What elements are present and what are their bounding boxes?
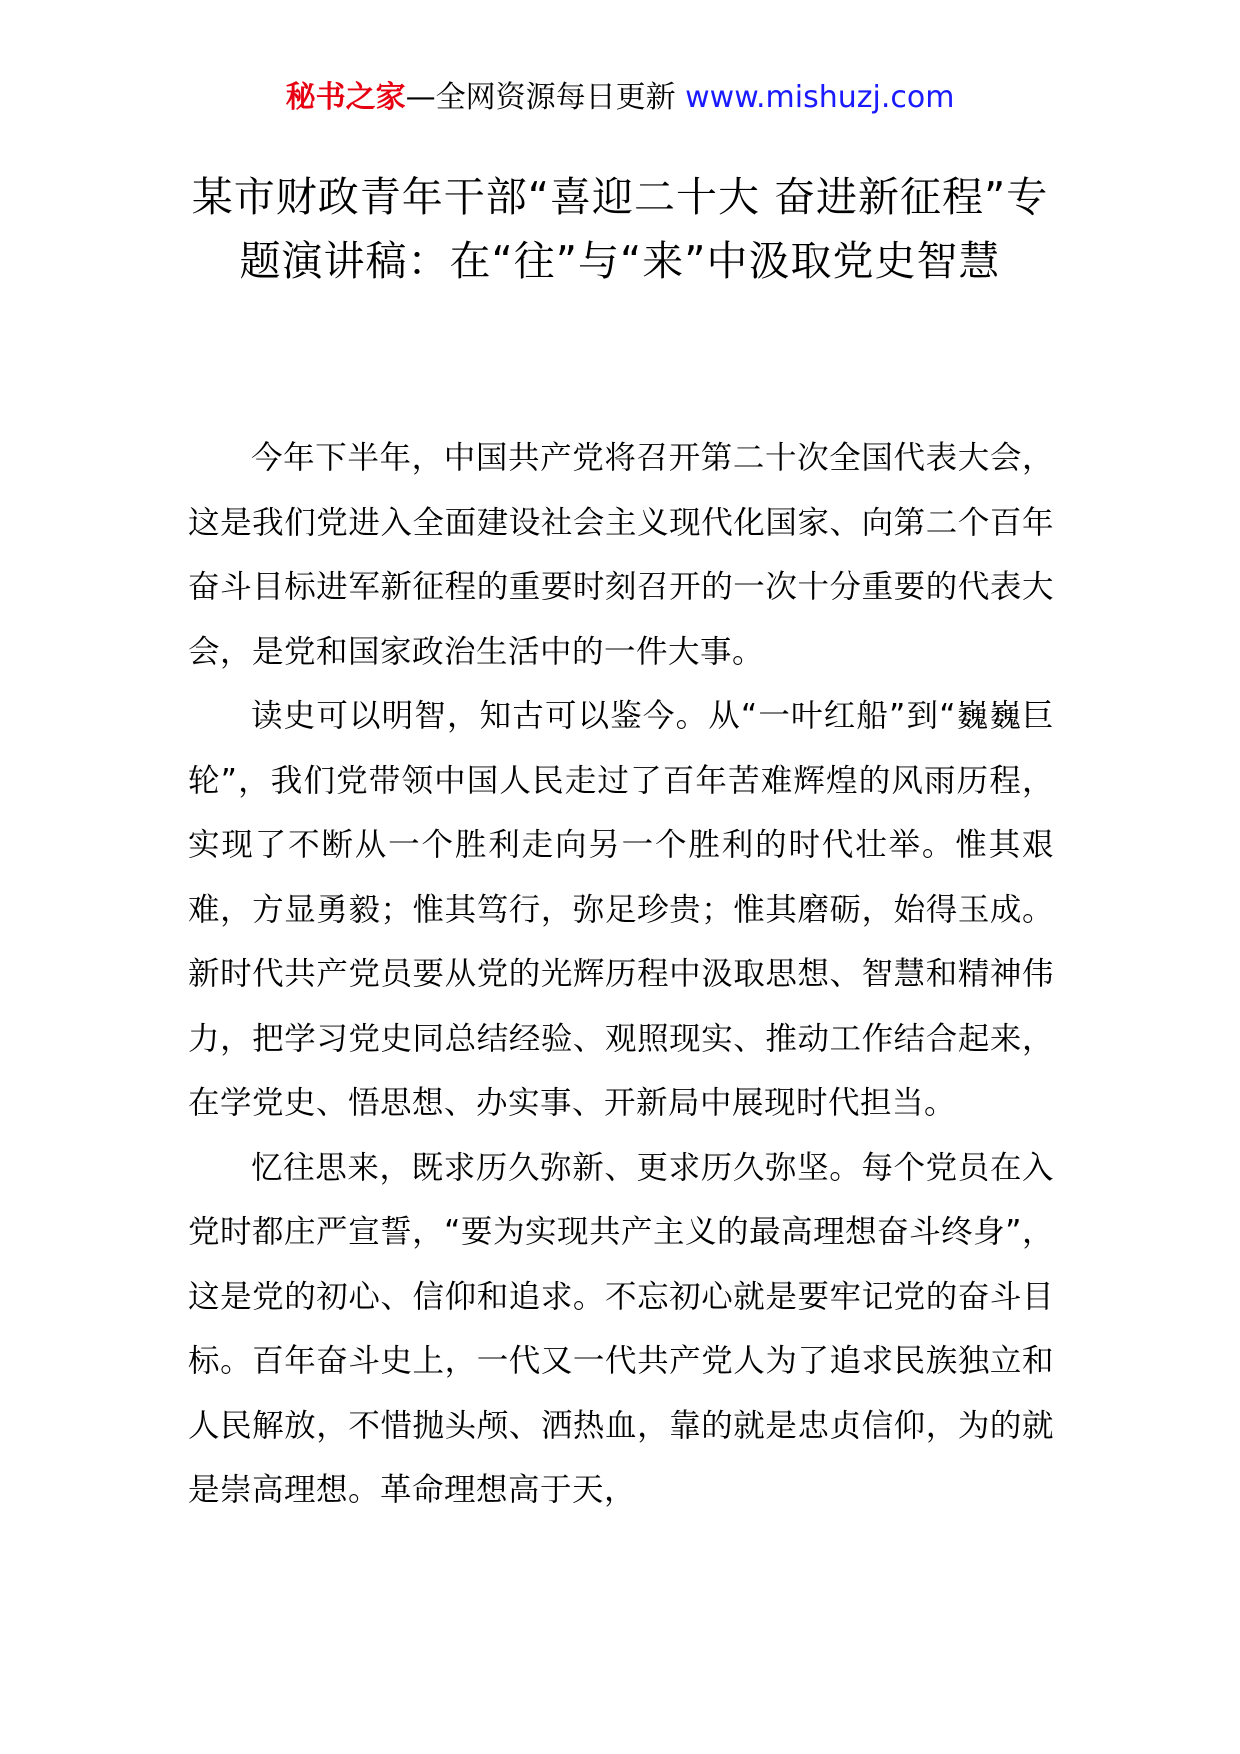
site-brand: 秘书之家	[285, 80, 406, 115]
site-tagline: —全网资源每日更新	[405, 80, 686, 115]
document-title: 某市财政青年干部“喜迎二十大 奋进新征程”专题演讲稿：在“往”与“来”中汲取党史智慧	[191, 173, 1049, 285]
paragraph-1: 今年下半年，中国共产党将召开第二十次全国代表大会，这是我们党进入全面建设社会主义现代化国家、向第二个百年奋斗目标进军新征程的重要时刻召开的一次十分重要的代表大会，是党和国家政治生活中的一件大事。	[188, 440, 1054, 670]
paragraph-2: 读史可以明智，知古可以鉴今。从“一叶红船”到“巍巍巨轮”，我们党带领中国人民走过了百年苦难辉煌的风雨历程，实现了不断从一个胜利走向另一个胜利的时代壮举。惟其艰难，方显勇毅；惟其笃行，弥足珍贵；惟其磨砺，始得玉成。新时代共产党员要从党的光辉历程中汲取思想、智慧和精神伟力，把学习党史同总结经验、观照现实、推动工作结合起来，在学党史、悟思想、办实事、开新局中展现时代担当。	[188, 698, 1054, 1121]
site-header	[0, 78, 1240, 118]
paragraph-3: 忆往思来，既求历久弥新、更求历久弥坚。每个党员在入党时都庄严宣誓，“要为实现共产主义的最高理想奋斗终身”，这是党的初心、信仰和追求。不忘初心就是要牢记党的奋斗目标。百年奋斗史上，一代又一代共产党人为了追求民族独立和人民解放，不惜抛头颅、洒热血，靠的就是忠贞信仰，为的就是崇高理想。革命理想高于天，	[188, 1149, 1054, 1508]
document-body	[188, 426, 1054, 1523]
site-url-link[interactable]: www.mishuzj.com	[685, 80, 955, 115]
